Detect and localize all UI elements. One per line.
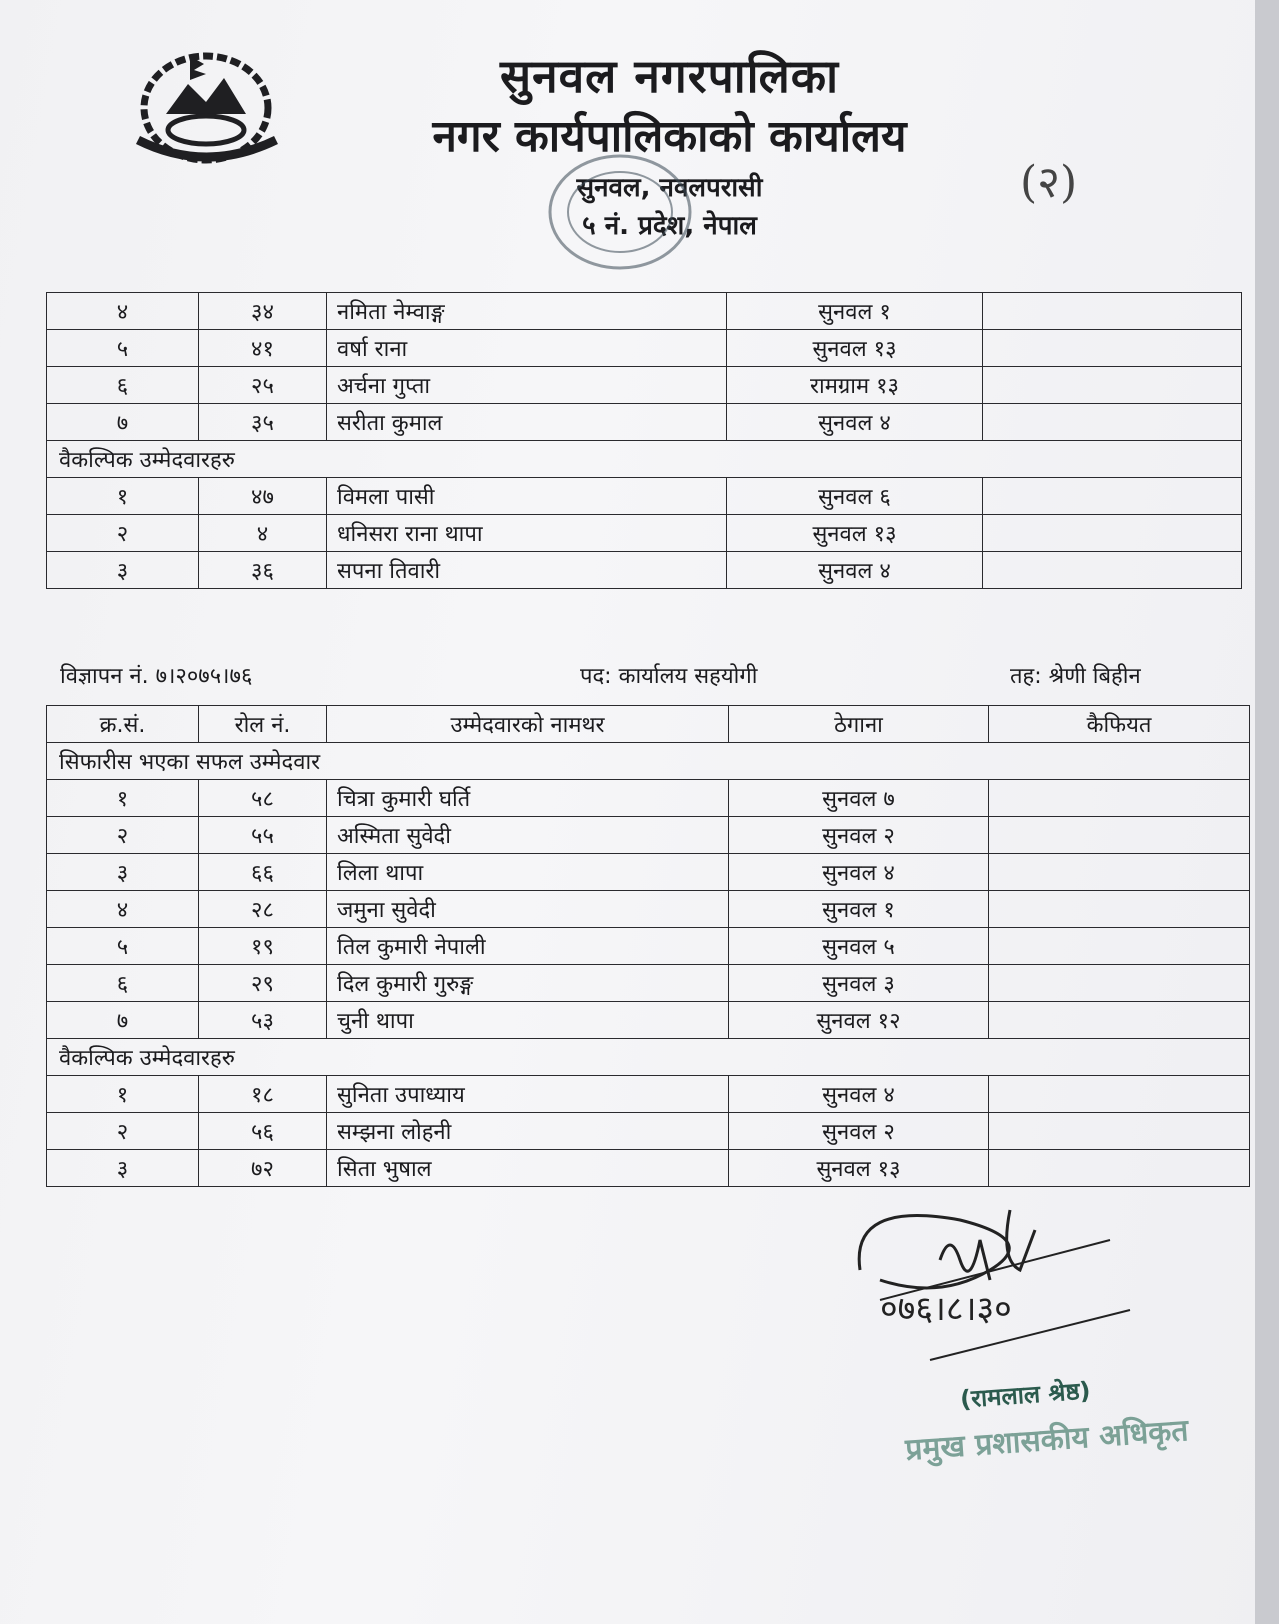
cell-roll: ४ [199,515,327,552]
signature-date: ०७६।८।३० [880,1289,1012,1329]
cell-serial: १ [47,1076,199,1113]
cell-name: अर्चना गुप्ता [327,367,727,404]
cell-name: सरीता कुमाल [327,404,727,441]
cell-remarks [983,515,1242,552]
cell-serial: १ [47,478,199,515]
table-row [47,1150,1250,1187]
cell-name: नमिता नेम्वाङ्ग [327,293,727,330]
office-stamp [540,150,700,280]
cell-name: लिला थापा [327,854,729,891]
cell-remarks [983,404,1242,441]
municipality-title: सुनवल नगरपालिका [499,49,840,103]
cell-name: चित्रा कुमारी घर्ति [327,780,729,817]
table-row [47,293,1242,330]
table-row [47,552,1242,589]
cell-address: सुनवल ३ [729,965,989,1002]
cell-name: अस्मिता सुवेदी [327,817,729,854]
cell-serial: ४ [47,293,199,330]
address-line-2: ५ नं. प्रदेश, नेपाल [582,211,757,241]
cell-name: सिता भुषाल [327,1150,729,1187]
candidates-table [46,705,1250,1187]
cell-serial: २ [47,515,199,552]
cell-name: चुनी थापा [327,1002,729,1039]
cell-address: सुनवल १ [729,891,989,928]
table-header-row [47,706,1250,743]
cell-remarks [989,1150,1250,1187]
cell-roll: ५६ [199,1113,327,1150]
cell-remarks [989,780,1250,817]
cell-name: धनिसरा राना थापा [327,515,727,552]
cell-name: जमुना सुवेदी [327,891,729,928]
table-row [47,965,1250,1002]
cell-serial: ६ [47,367,199,404]
page-number: (२) [1020,157,1078,208]
advertisement-number: विज्ञापन नं. ७।२०७५।७६ [60,664,253,689]
table-row [47,854,1250,891]
table-row [47,780,1250,817]
cell-address: सुनवल १३ [727,515,983,552]
cell-roll: ६६ [199,854,327,891]
cell-roll: ५५ [199,817,327,854]
cell-roll: ३५ [199,404,327,441]
cell-remarks [989,1113,1250,1150]
cell-remarks [989,928,1250,965]
post-title: पद: कार्यालय सहयोगी [580,664,758,689]
recommended-section-label: सिफारीस भएका सफल उम्मेदवार [47,743,1250,780]
section-row [47,441,1242,478]
cell-roll: ५८ [199,780,327,817]
table-row [47,891,1250,928]
signer-name: (रामलाल श्रेष्ठ) [959,1376,1092,1414]
cell-serial: ५ [47,330,199,367]
table-row [47,367,1242,404]
cell-roll: ५३ [199,1002,327,1039]
signer-designation: प्रमुख प्रशासकीय अधिकृत [904,1413,1190,1468]
cell-address: सुनवल ४ [727,404,983,441]
cell-name: सुनिता उपाध्याय [327,1076,729,1113]
cell-remarks [983,293,1242,330]
table-row [47,928,1250,965]
header-roll: रोल नं. [199,706,327,743]
cell-serial: २ [47,1113,199,1150]
cell-address: सुनवल ७ [729,780,989,817]
page-edge [1255,0,1279,1624]
cell-remarks [989,817,1250,854]
table-row [47,1002,1250,1039]
table-row [47,404,1242,441]
cell-remarks [989,1076,1250,1113]
cell-address: सुनवल २ [729,1113,989,1150]
alternate-section-label: वैकल्पिक उम्मेदवारहरु [47,441,1242,478]
cell-remarks [989,854,1250,891]
cell-address: सुनवल ४ [729,854,989,891]
office-title: नगर कार्यपालिकाको कार्यालय [432,111,907,162]
cell-roll: ७२ [199,1150,327,1187]
cell-roll: ३६ [199,552,327,589]
cell-address: सुनवल २ [729,817,989,854]
table-row [47,1076,1250,1113]
cell-serial: १ [47,780,199,817]
cell-serial: ५ [47,928,199,965]
section-row [47,1039,1250,1076]
section-row [47,743,1250,780]
cell-serial: ४ [47,891,199,928]
cell-remarks [983,367,1242,404]
cell-roll: ४७ [199,478,327,515]
cell-address: रामग्राम १३ [727,367,983,404]
cell-address: सुनवल १३ [727,330,983,367]
cell-roll: १८ [199,1076,327,1113]
cell-remarks [983,478,1242,515]
alternate-section-label: वैकल्पिक उम्मेदवारहरु [47,1039,1250,1076]
cell-serial: ३ [47,552,199,589]
cell-address: सुनवल १३ [729,1150,989,1187]
cell-serial: ६ [47,965,199,1002]
cell-serial: २ [47,817,199,854]
cell-address: सुनवल ५ [729,928,989,965]
cell-name: वर्षा राना [327,330,727,367]
header-name: उम्मेदवारको नामथर [327,706,729,743]
table-row [47,1113,1250,1150]
cell-roll: २९ [199,965,327,1002]
candidates-table-continued [46,292,1242,589]
table-row [47,515,1242,552]
cell-roll: ३४ [199,293,327,330]
cell-remarks [989,965,1250,1002]
cell-roll: १९ [199,928,327,965]
cell-serial: ७ [47,1002,199,1039]
cell-roll: २८ [199,891,327,928]
header-remarks: कैफियत [989,706,1250,743]
cell-address: सुनवल १२ [729,1002,989,1039]
cell-name: विमला पासी [327,478,727,515]
table-row [47,817,1250,854]
cell-name: सम्झना लोहनी [327,1113,729,1150]
cell-remarks [989,1002,1250,1039]
cell-serial: ७ [47,404,199,441]
cell-remarks [989,891,1250,928]
address-line-1: सुनवल, नवलपरासी [576,173,763,203]
cell-address: सुनवल ४ [727,552,983,589]
level-label: तह: श्रेणी बिहीन [1010,664,1141,689]
cell-name: सपना तिवारी [327,552,727,589]
cell-roll: ४१ [199,330,327,367]
header-address: ठेगाना [729,706,989,743]
cell-remarks [983,552,1242,589]
cell-serial: ३ [47,854,199,891]
cell-address: सुनवल ४ [729,1076,989,1113]
table-row [47,330,1242,367]
cell-name: तिल कुमारी नेपाली [327,928,729,965]
cell-address: सुनवल ६ [727,478,983,515]
cell-roll: २५ [199,367,327,404]
table-row [47,478,1242,515]
header-serial: क्र.सं. [47,706,199,743]
cell-name: दिल कुमारी गुरुङ्ग [327,965,729,1002]
handwritten-signature [840,1200,1160,1390]
cell-remarks [983,330,1242,367]
cell-serial: ३ [47,1150,199,1187]
cell-address: सुनवल १ [727,293,983,330]
